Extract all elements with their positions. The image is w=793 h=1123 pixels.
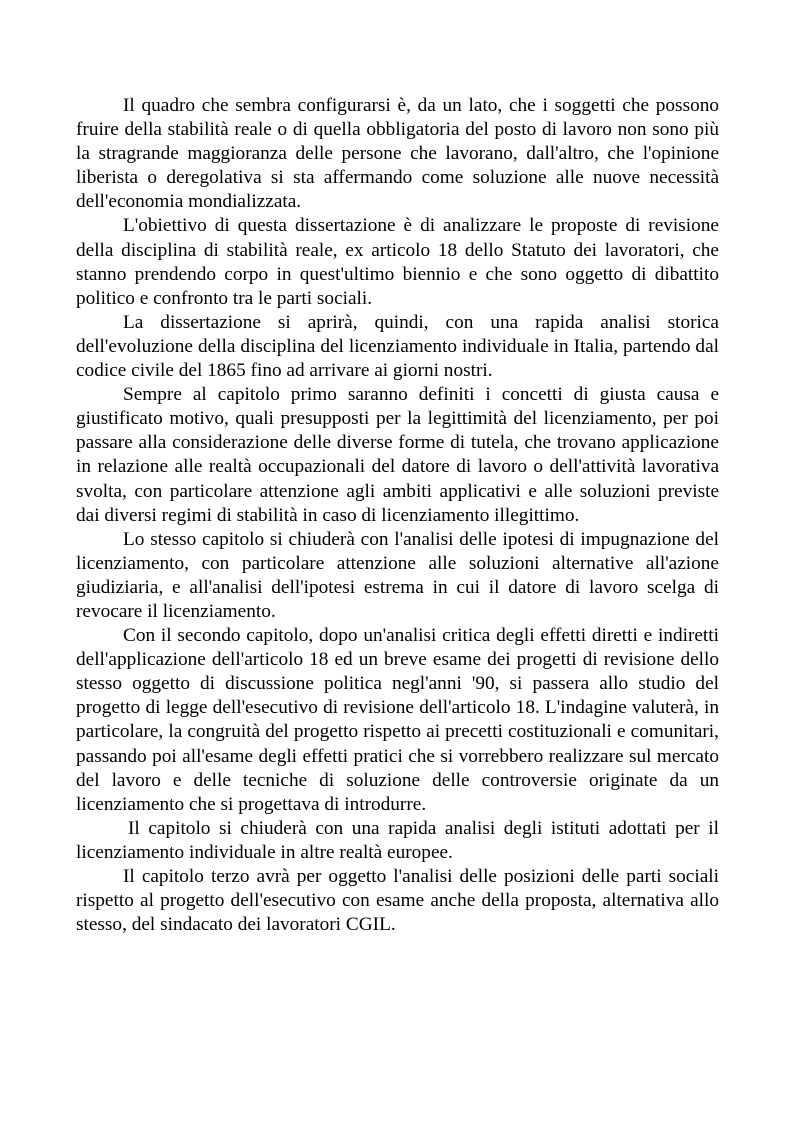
body-text: [76, 94, 719, 937]
paragraph-3: La dissertazione si aprirà, quindi, con una rapida analisi storica dell'evoluzione della disciplina del licenziamento individuale in Italia, partendo dal codice civile del 1865 fino ad arrivare ai giorni nostri.: [76, 311, 719, 382]
paragraph-5: Lo stesso capitolo si chiuderà con l'analisi delle ipotesi di impugnazione del licenziamento, con particolare attenzione alle soluzioni alternative all'azione giudiziaria, e all'analisi dell'ipotesi estrema in cui il datore di lavoro scelga di revocare il licenziamento.: [76, 528, 719, 622]
paragraph-1: Il quadro che sembra configurarsi è, da un lato, che i soggetti che possono fruire della stabilità reale o di quella obbligatoria del posto di lavoro non sono più la stragrande maggioranza delle persone che lavorano, dall'altro, che l'opinione liberista o deregolativa si sta affermando come soluzione alle nuove necessità dell'economia mondializzata.: [76, 95, 719, 213]
paragraph-7: Il capitolo si chiuderà con una rapida analisi degli istituti adottati per il licenziamento individuale in altre realtà europee.: [76, 817, 719, 863]
paragraph-2: L'obiettivo di questa dissertazione è di analizzare le proposte di revisione della disciplina di stabilità reale, ex articolo 18 dello Statuto dei lavoratori, che stanno prendendo corpo in quest'ultimo biennio e che sono oggetto di dibattito politico e confronto tra le parti sociali.: [76, 215, 719, 309]
paragraph-6: Con il secondo capitolo, dopo un'analisi critica degli effetti diretti e indiretti dell'applicazione dell'articolo 18 ed un breve esame dei progetti di revisione dello stesso oggetto di discussione politica negl'anni '90, si passera allo studio del progetto di legge dell'esecutivo di revisione dell'articolo 18. L'indagine valuterà, in particolare, la congruità del progetto rispetto ai precetti costituzionali e comunitari, passando poi all'esame degli effetti pratici che si vorrebbero realizzare sul mercato del lavoro e delle tecniche di soluzione delle controversie originate da un licenziamento che si progettava di introdurre.: [76, 625, 719, 815]
paragraph-4: Sempre al capitolo primo saranno definiti i concetti di giusta causa e giustificato motivo, quali presupposti per la legittimità del licenziamento, per poi passare alla considerazione delle diverse forme di tutela, che trovano applicazione in relazione alle realtà occupazionali del datore di lavoro o dell'attività lavorativa svolta, con particolare attenzione agli ambiti applicativi e alle soluzioni previste dai diversi regimi di stabilità in caso di licenziamento illegittimo.: [76, 384, 719, 526]
paragraph-8: Il capitolo terzo avrà per oggetto l'analisi delle posizioni delle parti sociali rispetto al progetto dell'esecutivo con esame anche della proposta, alternativa allo stesso, del sindacato dei lavoratori CGIL.: [76, 866, 719, 936]
